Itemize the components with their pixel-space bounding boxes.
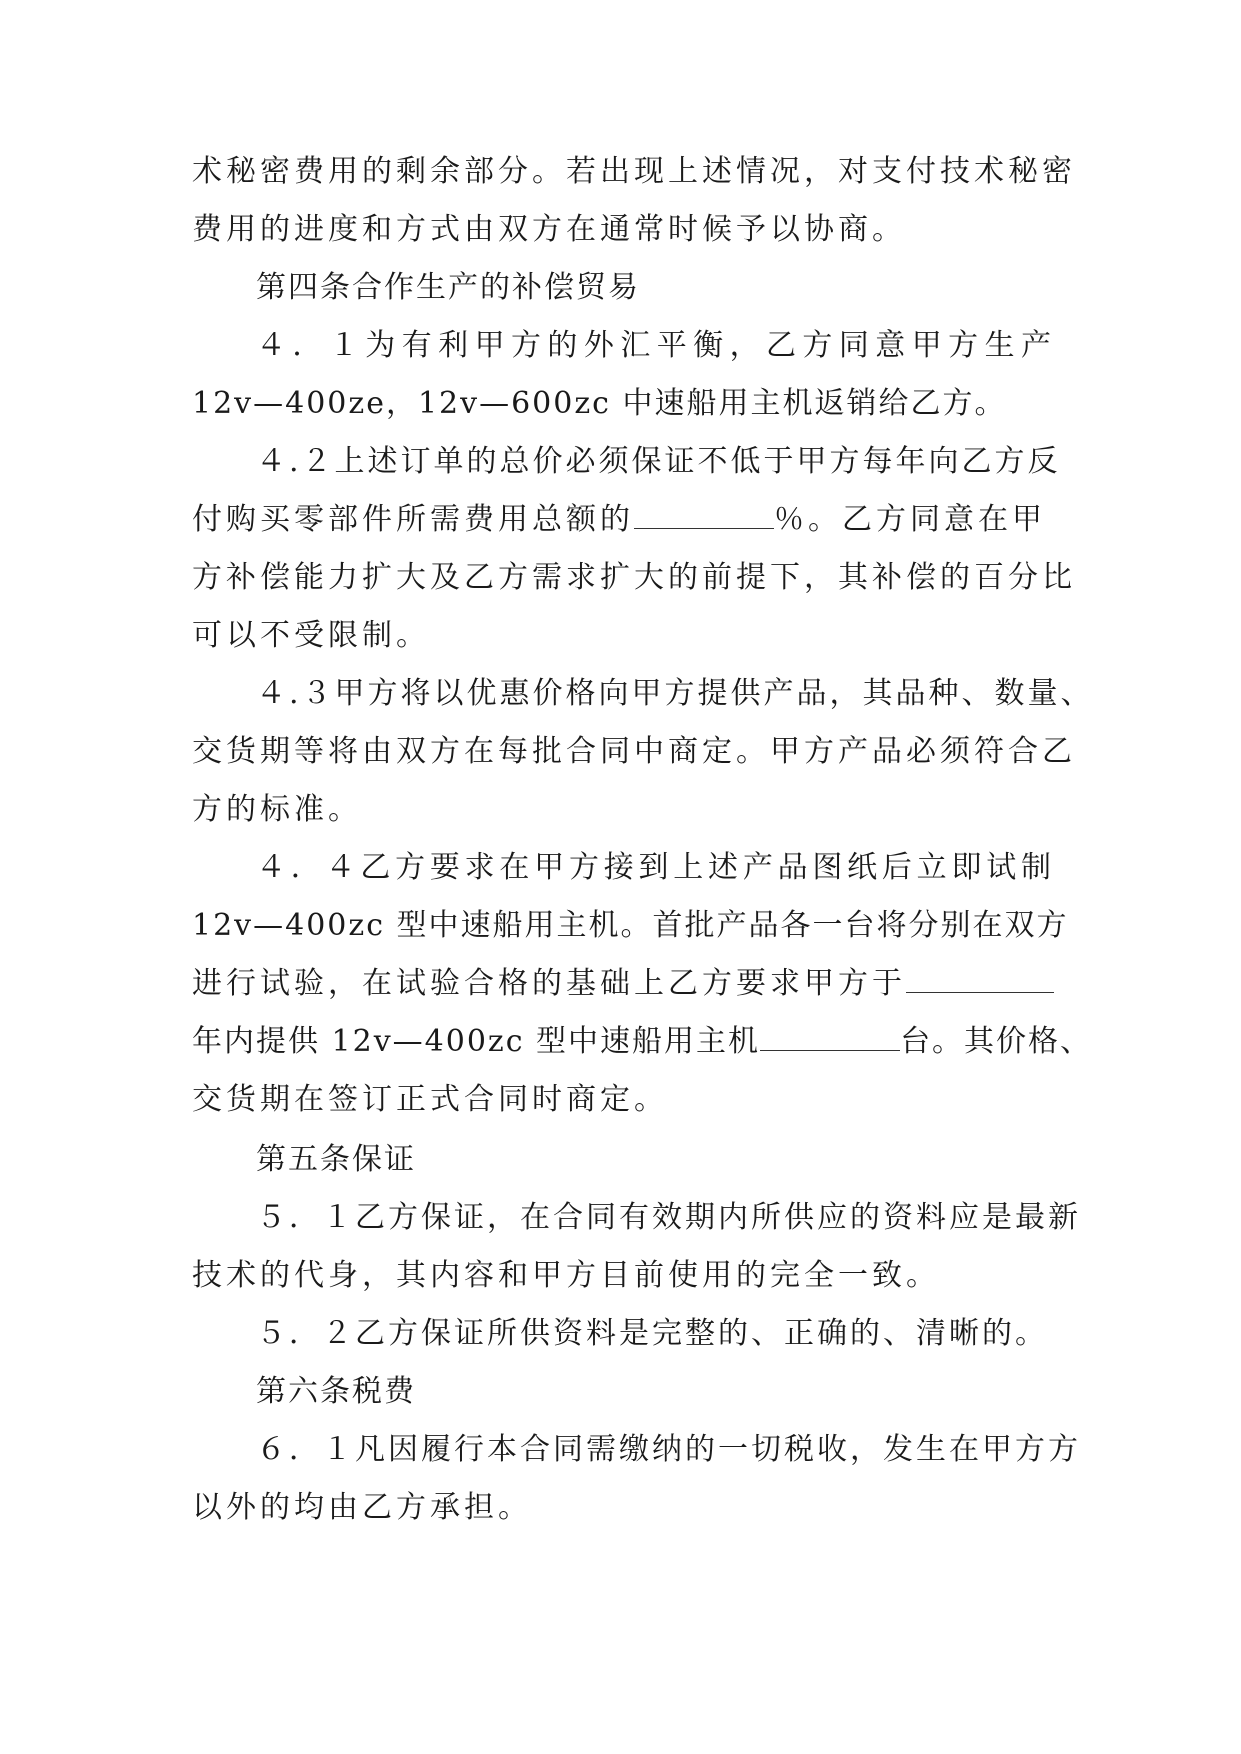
paragraph-line: 可以不受限制。 <box>192 618 430 653</box>
paragraph-line <box>192 500 1054 540</box>
paragraph-line: 交货期等将由双方在每批合同中商定。甲方产品必须符合乙 <box>192 734 1076 769</box>
paragraph-text: 付购买零部件所需费用总额的 <box>192 502 634 537</box>
section-heading: 第四条合作生产的补偿贸易 <box>256 270 640 305</box>
paragraph-line: ４．４乙方要求在甲方接到上述产品图纸后立即试制 <box>256 850 1054 885</box>
paragraph-line: ４.２上述订单的总价必须保证不低于甲方每年向乙方反 <box>256 444 1061 479</box>
paragraph-line: 以外的均由乙方承担。 <box>192 1490 532 1525</box>
paragraph-line: ５．１乙方保证，在合同有效期内所供应的资料应是最新 <box>256 1200 1081 1235</box>
section-heading: 第六条税费 <box>256 1374 416 1409</box>
paragraph-text: 台。其价格、 <box>900 1024 1093 1059</box>
paragraph-line <box>192 1022 1093 1062</box>
paragraph-line: 费用的进度和方式由双方在通常时候予以协商。 <box>192 212 906 247</box>
paragraph-text: 年内提供 12v—400zc 型中速船用主机 <box>192 1024 761 1059</box>
fill-in-blank <box>906 966 1054 993</box>
paragraph-line: 12v—400zc 型中速船用主机。首批产品各一台将分别在双方 <box>192 908 1069 943</box>
paragraph-line: ４.３甲方将以优惠价格向甲方提供产品，其品种、数量、 <box>256 676 1094 711</box>
paragraph-line <box>192 964 1054 1004</box>
paragraph-line: ４．１为有利甲方的外汇平衡，乙方同意甲方生产 <box>256 328 1054 363</box>
fill-in-blank <box>634 502 774 529</box>
paragraph-text: ％。乙方同意在甲 <box>774 502 1046 537</box>
paragraph-line: 技术的代身，其内容和甲方目前使用的完全一致。 <box>192 1258 940 1293</box>
paragraph-text: 进行试验，在试验合格的基础上乙方要求甲方于 <box>192 966 906 1001</box>
paragraph-line: 交货期在签订正式合同时商定。 <box>192 1082 668 1117</box>
paragraph-line: ６．１凡因履行本合同需缴纳的一切税收，发生在甲方方 <box>256 1432 1081 1467</box>
paragraph-line: 方补偿能力扩大及乙方需求扩大的前提下，其补偿的百分比 <box>192 560 1076 595</box>
paragraph-line: 12v—400ze，12v—600zc 中速船用主机返销给乙方。 <box>192 386 1007 421</box>
section-heading: 第五条保证 <box>256 1142 416 1177</box>
paragraph-line: ５．２乙方保证所供资料是完整的、正确的、清晰的。 <box>256 1316 1048 1351</box>
paragraph-line: 方的标准。 <box>192 792 362 827</box>
fill-in-blank <box>760 1024 900 1051</box>
paragraph-line: 术秘密费用的剩余部分。若出现上述情况，对支付技术秘密 <box>192 154 1076 189</box>
